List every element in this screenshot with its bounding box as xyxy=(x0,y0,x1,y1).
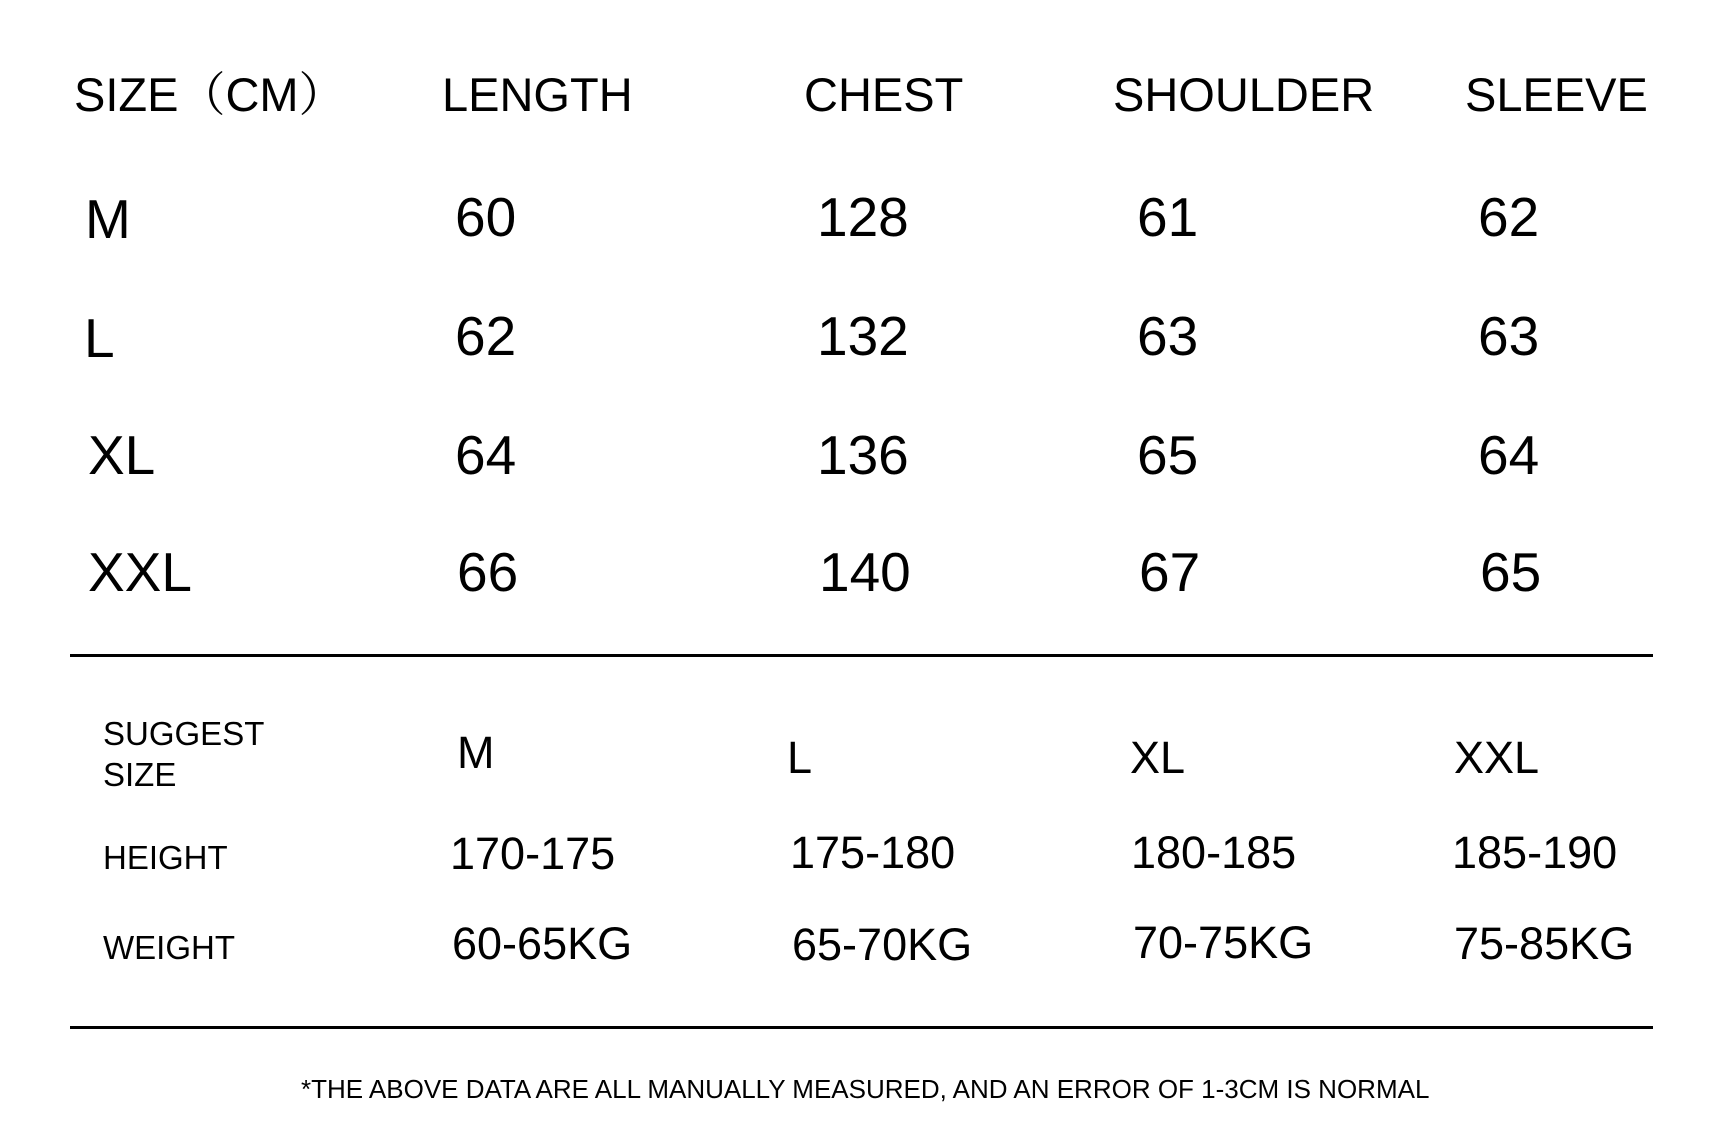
row-m-size: M xyxy=(85,188,131,250)
row-xxl-length: 66 xyxy=(457,541,519,603)
row-m-sleeve: 62 xyxy=(1478,186,1540,248)
row-l-sleeve: 63 xyxy=(1478,305,1540,367)
height-xl: 180-185 xyxy=(1131,827,1297,878)
suggest-size-label-line1: SUGGEST xyxy=(103,715,265,752)
weight-xxl: 75-85KG xyxy=(1454,918,1635,969)
row-m-shoulder: 61 xyxy=(1137,186,1199,248)
divider-bottom xyxy=(70,1026,1653,1029)
row-xl-shoulder: 65 xyxy=(1137,424,1199,486)
weight-l: 65-70KG xyxy=(792,919,973,970)
header-size: SIZE（CM） xyxy=(74,68,346,121)
row-m-chest: 128 xyxy=(817,186,909,248)
suggest-size-label-line2: SIZE xyxy=(103,756,177,793)
header-sleeve: SLEEVE xyxy=(1465,68,1648,121)
suggest-size-l: L xyxy=(787,732,813,783)
footnote: *THE ABOVE DATA ARE ALL MANUALLY MEASURED, AND AN ERROR OF 1-3CM IS NORMAL xyxy=(301,1074,1430,1104)
header-shoulder: SHOULDER xyxy=(1113,68,1375,121)
weight-xl: 70-75KG xyxy=(1133,917,1314,968)
row-l-length: 62 xyxy=(455,305,517,367)
height-label: HEIGHT xyxy=(103,839,228,876)
row-l-chest: 132 xyxy=(817,305,909,367)
suggest-size-m: M xyxy=(457,727,495,778)
row-xl-sleeve: 64 xyxy=(1478,424,1540,486)
row-xxl-chest: 140 xyxy=(819,541,911,603)
row-l-size: L xyxy=(84,307,115,369)
row-xxl-size: XXL xyxy=(88,541,192,603)
row-xl-chest: 136 xyxy=(817,424,909,486)
header-chest: CHEST xyxy=(804,68,964,121)
suggest-size-xl: XL xyxy=(1130,732,1186,783)
weight-m: 60-65KG xyxy=(452,918,633,969)
height-xxl: 185-190 xyxy=(1452,827,1618,878)
suggest-size-xxl: XXL xyxy=(1454,732,1540,783)
height-l: 175-180 xyxy=(790,827,956,878)
row-m-length: 60 xyxy=(455,186,517,248)
height-m: 170-175 xyxy=(450,828,616,879)
row-xl-size: XL xyxy=(88,424,156,486)
weight-label: WEIGHT xyxy=(103,929,235,966)
row-xxl-shoulder: 67 xyxy=(1139,541,1201,603)
header-length: LENGTH xyxy=(442,68,633,121)
row-xl-length: 64 xyxy=(455,424,517,486)
row-xxl-sleeve: 65 xyxy=(1480,541,1542,603)
divider-top xyxy=(70,654,1653,657)
row-l-shoulder: 63 xyxy=(1137,305,1199,367)
